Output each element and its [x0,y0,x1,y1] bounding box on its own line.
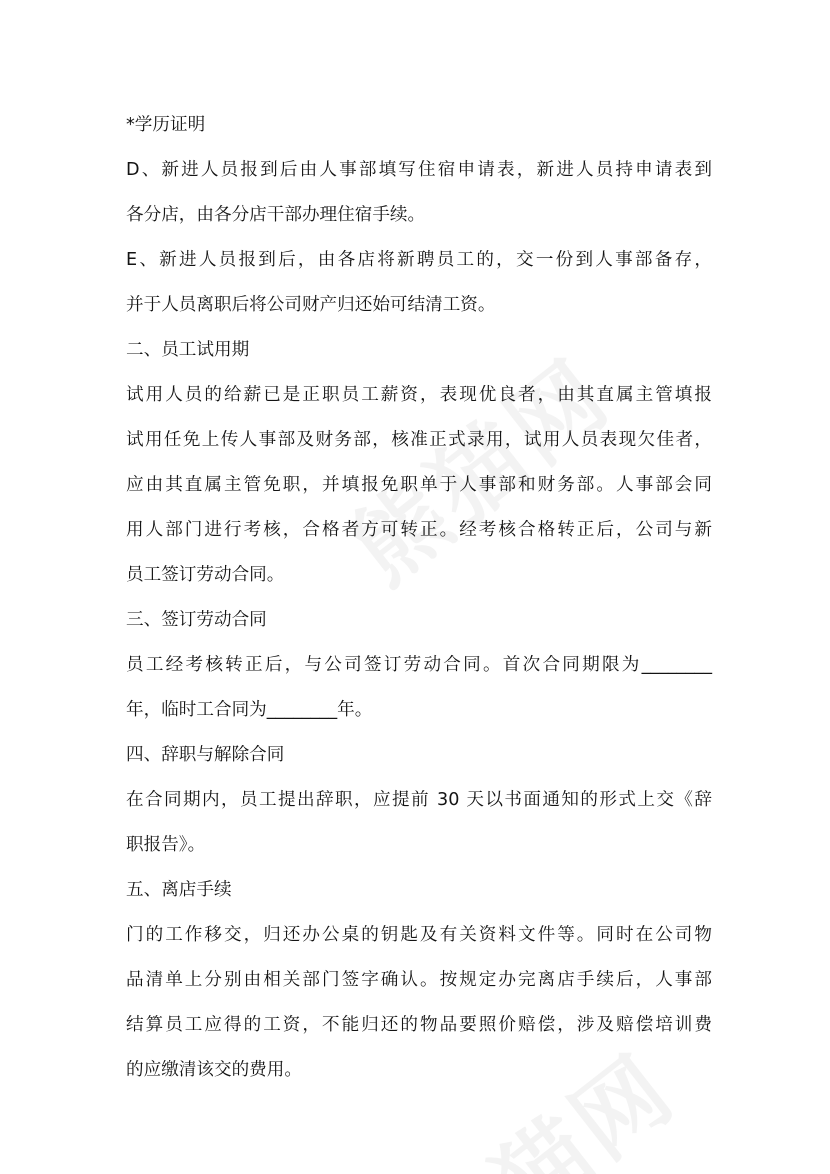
paragraph-e-line: 并于人员离职后将公司财产归还始可结清工资。 [126,295,496,315]
paragraph-probation-line: 员工签订劳动合同。 [126,565,285,585]
paragraph-probation-line: 试用任免上传人事部及财务部，核准正式录用，试用人员表现欠佳者， [126,430,712,450]
paragraph-leaving-line: 品清单上分别由相关部门签字确认。按规定办完离店手续后，人事部 [126,970,712,990]
paragraph-probation-line: 用人部门进行考核，合格者方可转正。经考核合格转正后，公司与新 [126,520,712,540]
paragraph-e-line: E、新进人员报到后，由各店将新聘员工的，交一份到人事部备存， [126,250,712,270]
paragraph-d-line: 各分店，由各分店干部办理住宿手续。 [126,205,426,225]
list-item-education-proof: *学历证明 [126,115,206,135]
paragraph-resignation-line: 职报告》。 [126,835,206,855]
paragraph-probation-line: 应由其直属主管免职，并填报免职单于人事部和财务部。人事部会同 [126,475,712,495]
paragraph-leaving-line: 结算员工应得的工资，不能归还的物品要照价赔偿，涉及赔偿培训费 [126,1015,712,1035]
paragraph-leaving-line: 门的工作移交，归还办公桌的钥匙及有关资料文件等。同时在公司物 [126,925,712,945]
section-heading-leaving: 五、离店手续 [126,880,232,900]
section-heading-probation: 二、员工试用期 [126,340,250,360]
paragraph-resignation-line: 在合同期内，员工提出辞职，应提前 30 天以书面通知的形式上交《辞 [126,790,712,810]
paragraph-contract-line: 员工经考核转正后，与公司签订劳动合同。首次合同期限为________ [126,655,712,675]
paragraph-leaving-line: 的应缴清该交的费用。 [126,1060,302,1080]
section-heading-contract: 三、签订劳动合同 [126,610,267,630]
section-heading-resignation: 四、辞职与解除合同 [126,745,285,765]
paragraph-d-line: D、新进人员报到后由人事部填写住宿申请表，新进人员持申请表到 [126,160,712,180]
document-body [126,103,712,1093]
paragraph-probation-line: 试用人员的给薪已是正职员工薪资，表现优良者，由其直属主管填报 [126,385,712,405]
paragraph-contract-line: 年，临时工合同为________年。 [126,700,373,720]
